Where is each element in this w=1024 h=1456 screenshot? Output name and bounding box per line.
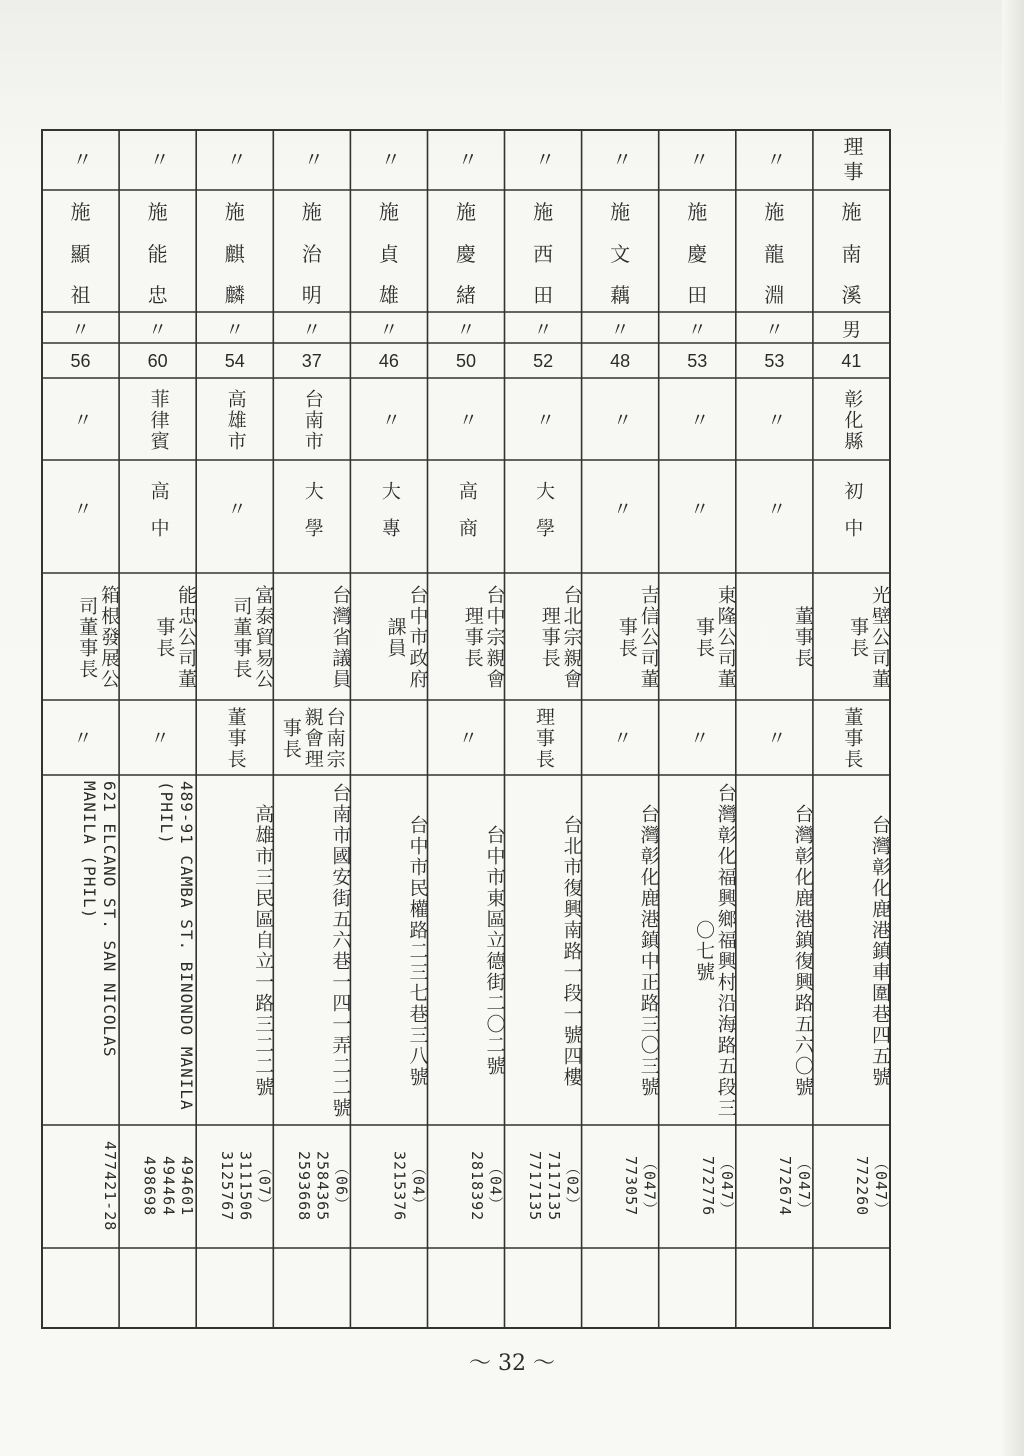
name-char: 慶 bbox=[455, 241, 476, 266]
address-cell: 台中市民權路二三七巷三八號 bbox=[406, 814, 429, 1088]
job-cell: 能忠公司董事長 bbox=[153, 585, 198, 690]
org-title-cell: 〃 bbox=[764, 728, 787, 749]
org-title-cell: 〃 bbox=[70, 728, 93, 749]
org-title-cell: 〃 bbox=[610, 728, 633, 749]
education-cell: 〃 bbox=[70, 499, 93, 536]
area-code: （07） bbox=[255, 1159, 274, 1213]
name-char: 施 bbox=[224, 200, 245, 224]
title-cell: 〃 bbox=[762, 148, 787, 174]
address-cell: 台灣彰化鹿港鎮車圍巷四五號 bbox=[868, 814, 891, 1088]
education-cell: 〃 bbox=[764, 499, 787, 536]
phone-number: 772260 bbox=[853, 1155, 872, 1217]
phone-cell bbox=[813, 1130, 890, 1242]
job-cell: 富泰貿易公司董事長 bbox=[230, 585, 275, 690]
org-title-cell: 〃 bbox=[687, 728, 710, 749]
name-char: 能 bbox=[147, 241, 168, 266]
gender-cell: 〃 bbox=[379, 318, 399, 341]
name-cell bbox=[196, 196, 273, 308]
name-char: 淵 bbox=[764, 283, 785, 307]
phone-cell bbox=[582, 1130, 659, 1242]
area-code: （047） bbox=[640, 1154, 659, 1218]
job-cell: 箱根發展公司董事長 bbox=[76, 585, 121, 690]
name-char: 施 bbox=[70, 200, 91, 224]
phone-cell bbox=[350, 1130, 427, 1242]
name-char: 施 bbox=[610, 200, 631, 224]
name-char: 文 bbox=[610, 241, 631, 266]
org-title-cell: 台南宗親會理事長 bbox=[279, 707, 346, 770]
org-title-cell: 董事長 bbox=[224, 707, 247, 770]
name-char: 雄 bbox=[378, 283, 399, 307]
gender-cell: 〃 bbox=[610, 318, 630, 341]
age-cell: 54 bbox=[224, 350, 245, 371]
education-cell: 初中 bbox=[841, 480, 864, 555]
area-code: （04） bbox=[409, 1159, 428, 1213]
title-cell: 〃 bbox=[223, 148, 248, 174]
gender-cell: 〃 bbox=[764, 318, 784, 341]
title-cell: 〃 bbox=[300, 148, 325, 174]
age-cell: 53 bbox=[764, 350, 785, 371]
title-cell: 〃 bbox=[69, 148, 94, 174]
name-cell bbox=[119, 196, 196, 308]
job-cell: 東隆公司董事長 bbox=[692, 585, 737, 690]
job-cell: 台中市政府課員 bbox=[384, 585, 429, 690]
name-char: 慶 bbox=[687, 241, 708, 266]
name-char: 溪 bbox=[841, 283, 862, 307]
area-code: （047） bbox=[794, 1154, 813, 1218]
name-cell bbox=[350, 196, 427, 308]
address-cell: 台灣彰化福興鄉福興村沿海路五段三〇七號 bbox=[692, 783, 737, 1119]
phone-number: 772674 bbox=[776, 1155, 795, 1217]
phone-number: 3215376 bbox=[390, 1150, 409, 1222]
address-cell: 台灣彰化鹿港鎮復興路五六〇號 bbox=[791, 804, 814, 1098]
title-cell: 〃 bbox=[146, 148, 171, 174]
name-char: 施 bbox=[533, 200, 554, 224]
area-code: （047） bbox=[717, 1154, 736, 1218]
name-cell bbox=[582, 196, 659, 308]
origin-cell: 〃 bbox=[455, 409, 478, 431]
phone-number: 772776 bbox=[699, 1155, 718, 1217]
phone-cell bbox=[659, 1130, 736, 1242]
age-cell: 56 bbox=[70, 350, 91, 371]
job-cell: 台中宗親會理事長 bbox=[461, 585, 506, 690]
org-title-cell: 理事長 bbox=[533, 707, 556, 770]
name-char: 西 bbox=[533, 241, 554, 266]
name-char: 施 bbox=[378, 200, 399, 224]
job-cell: 台灣省議員 bbox=[329, 585, 352, 690]
education-cell: 〃 bbox=[224, 499, 247, 536]
education-cell: 〃 bbox=[610, 499, 633, 536]
phone-cell bbox=[505, 1130, 582, 1242]
area-code: （047） bbox=[871, 1154, 890, 1218]
org-title-cell bbox=[350, 706, 427, 771]
name-cell bbox=[427, 196, 504, 308]
page-number: ～ 32 ～ bbox=[469, 1351, 555, 1376]
name-char: 田 bbox=[533, 283, 554, 307]
education-cell: 大學 bbox=[533, 480, 556, 555]
gender-cell: 〃 bbox=[456, 318, 476, 341]
name-char: 治 bbox=[301, 241, 322, 266]
name-char: 龍 bbox=[764, 241, 785, 266]
phone-cell bbox=[427, 1130, 504, 1242]
phone-number: 477421-28 bbox=[101, 1140, 120, 1232]
origin-cell: 〃 bbox=[533, 409, 556, 431]
age-cell: 48 bbox=[610, 350, 631, 371]
title-cell: 〃 bbox=[531, 148, 556, 174]
name-char: 麒 bbox=[224, 241, 245, 266]
gender-cell: 〃 bbox=[302, 318, 322, 341]
education-cell: 大專 bbox=[378, 480, 401, 555]
phone-cell bbox=[42, 1130, 119, 1242]
gender-cell: 〃 bbox=[687, 318, 707, 341]
age-cell: 50 bbox=[455, 350, 476, 371]
gender-cell: 〃 bbox=[71, 318, 91, 341]
name-char: 南 bbox=[841, 241, 862, 266]
address-cell: 台灣彰化鹿港鎮中正路三〇三號 bbox=[637, 804, 660, 1098]
origin-cell: 〃 bbox=[687, 409, 710, 431]
age-cell: 46 bbox=[378, 350, 399, 371]
job-cell: 董事長 bbox=[791, 606, 814, 669]
org-title-cell: 〃 bbox=[455, 728, 478, 749]
title-cell: 〃 bbox=[377, 148, 402, 174]
name-char: 忠 bbox=[147, 283, 168, 307]
name-char: 施 bbox=[841, 200, 862, 224]
phone-number: 2818392 bbox=[467, 1150, 486, 1222]
gender-cell: 男 bbox=[841, 318, 861, 341]
name-cell bbox=[659, 196, 736, 308]
area-code: （06） bbox=[332, 1159, 351, 1213]
gender-cell: 〃 bbox=[225, 318, 245, 341]
area-code: （04） bbox=[486, 1159, 505, 1213]
phone-number: 773057 bbox=[621, 1155, 640, 1217]
origin-cell: 高雄市 bbox=[224, 388, 247, 452]
name-char: 顯 bbox=[70, 241, 91, 266]
education-cell: 大學 bbox=[301, 480, 324, 555]
phone-number: 7117135 7717135 bbox=[526, 1150, 563, 1222]
name-char: 緒 bbox=[455, 283, 476, 307]
org-title-cell: 〃 bbox=[147, 728, 170, 749]
name-char: 貞 bbox=[378, 241, 399, 266]
job-cell: 光壁公司董事長 bbox=[847, 585, 891, 690]
education-cell: 高中 bbox=[147, 480, 170, 555]
phone-number: 494601 494464 498698 bbox=[140, 1155, 197, 1217]
name-char: 施 bbox=[764, 200, 785, 224]
age-cell: 52 bbox=[533, 350, 554, 371]
origin-cell: 台南市 bbox=[301, 388, 324, 452]
name-cell bbox=[42, 196, 119, 308]
title-cell: 〃 bbox=[608, 148, 633, 174]
name-char: 施 bbox=[301, 200, 322, 224]
name-char: 藕 bbox=[610, 283, 631, 307]
origin-cell: 彰化縣 bbox=[841, 388, 864, 452]
age-cell: 53 bbox=[687, 350, 708, 371]
origin-cell: 〃 bbox=[70, 409, 93, 431]
gender-cell: 〃 bbox=[148, 318, 168, 341]
phone-cell bbox=[196, 1130, 273, 1242]
name-char: 麟 bbox=[224, 283, 245, 307]
age-cell: 41 bbox=[841, 350, 862, 371]
area-code: （02） bbox=[563, 1159, 582, 1213]
name-char: 施 bbox=[455, 200, 476, 224]
address-cell: 621 ELCANO ST. SAN NICOLAS MANILA (PHIL) bbox=[80, 781, 120, 1058]
title-cell: 〃 bbox=[454, 148, 479, 174]
title-cell: 理事 bbox=[839, 136, 864, 186]
name-cell bbox=[505, 196, 582, 308]
name-cell bbox=[813, 196, 890, 308]
origin-cell: 〃 bbox=[764, 409, 787, 431]
org-title-cell: 董事長 bbox=[841, 707, 864, 770]
address-cell: 台南市國安街五六巷一四一弄二二號 bbox=[329, 783, 352, 1119]
address-cell: 台北市復興南路一段一號四樓 bbox=[560, 814, 583, 1088]
phone-number: 2584365 2593668 bbox=[294, 1150, 332, 1222]
name-cell bbox=[273, 196, 350, 308]
address-cell: 高雄市三民區自立一路三二二號 bbox=[252, 804, 275, 1098]
age-cell: 37 bbox=[301, 350, 322, 371]
phone-cell bbox=[736, 1130, 813, 1242]
gender-cell: 〃 bbox=[533, 318, 553, 341]
name-char: 施 bbox=[147, 200, 168, 224]
title-cell: 〃 bbox=[685, 148, 710, 174]
phone-cell bbox=[273, 1130, 350, 1242]
name-char: 田 bbox=[687, 283, 708, 307]
address-cell: 台中市東區立德街二〇二號 bbox=[483, 825, 506, 1077]
name-cell bbox=[736, 196, 813, 308]
phone-cell bbox=[119, 1130, 196, 1242]
job-cell: 吉信公司董事長 bbox=[615, 585, 660, 690]
name-char: 明 bbox=[301, 283, 322, 307]
name-char: 施 bbox=[687, 200, 708, 224]
address-cell: 489-91 CAMBA ST. BINONDO MANILA (PHIL) bbox=[157, 781, 197, 1111]
origin-cell: 〃 bbox=[378, 409, 401, 431]
origin-cell: 菲律賓 bbox=[147, 388, 170, 452]
age-cell: 60 bbox=[147, 350, 168, 371]
phone-number: 3111506 3125767 bbox=[217, 1150, 255, 1222]
education-cell: 〃 bbox=[687, 499, 710, 536]
name-char: 祖 bbox=[70, 283, 91, 307]
education-cell: 高商 bbox=[455, 480, 478, 555]
job-cell: 台北宗親會理事長 bbox=[538, 585, 583, 690]
origin-cell: 〃 bbox=[610, 409, 633, 431]
